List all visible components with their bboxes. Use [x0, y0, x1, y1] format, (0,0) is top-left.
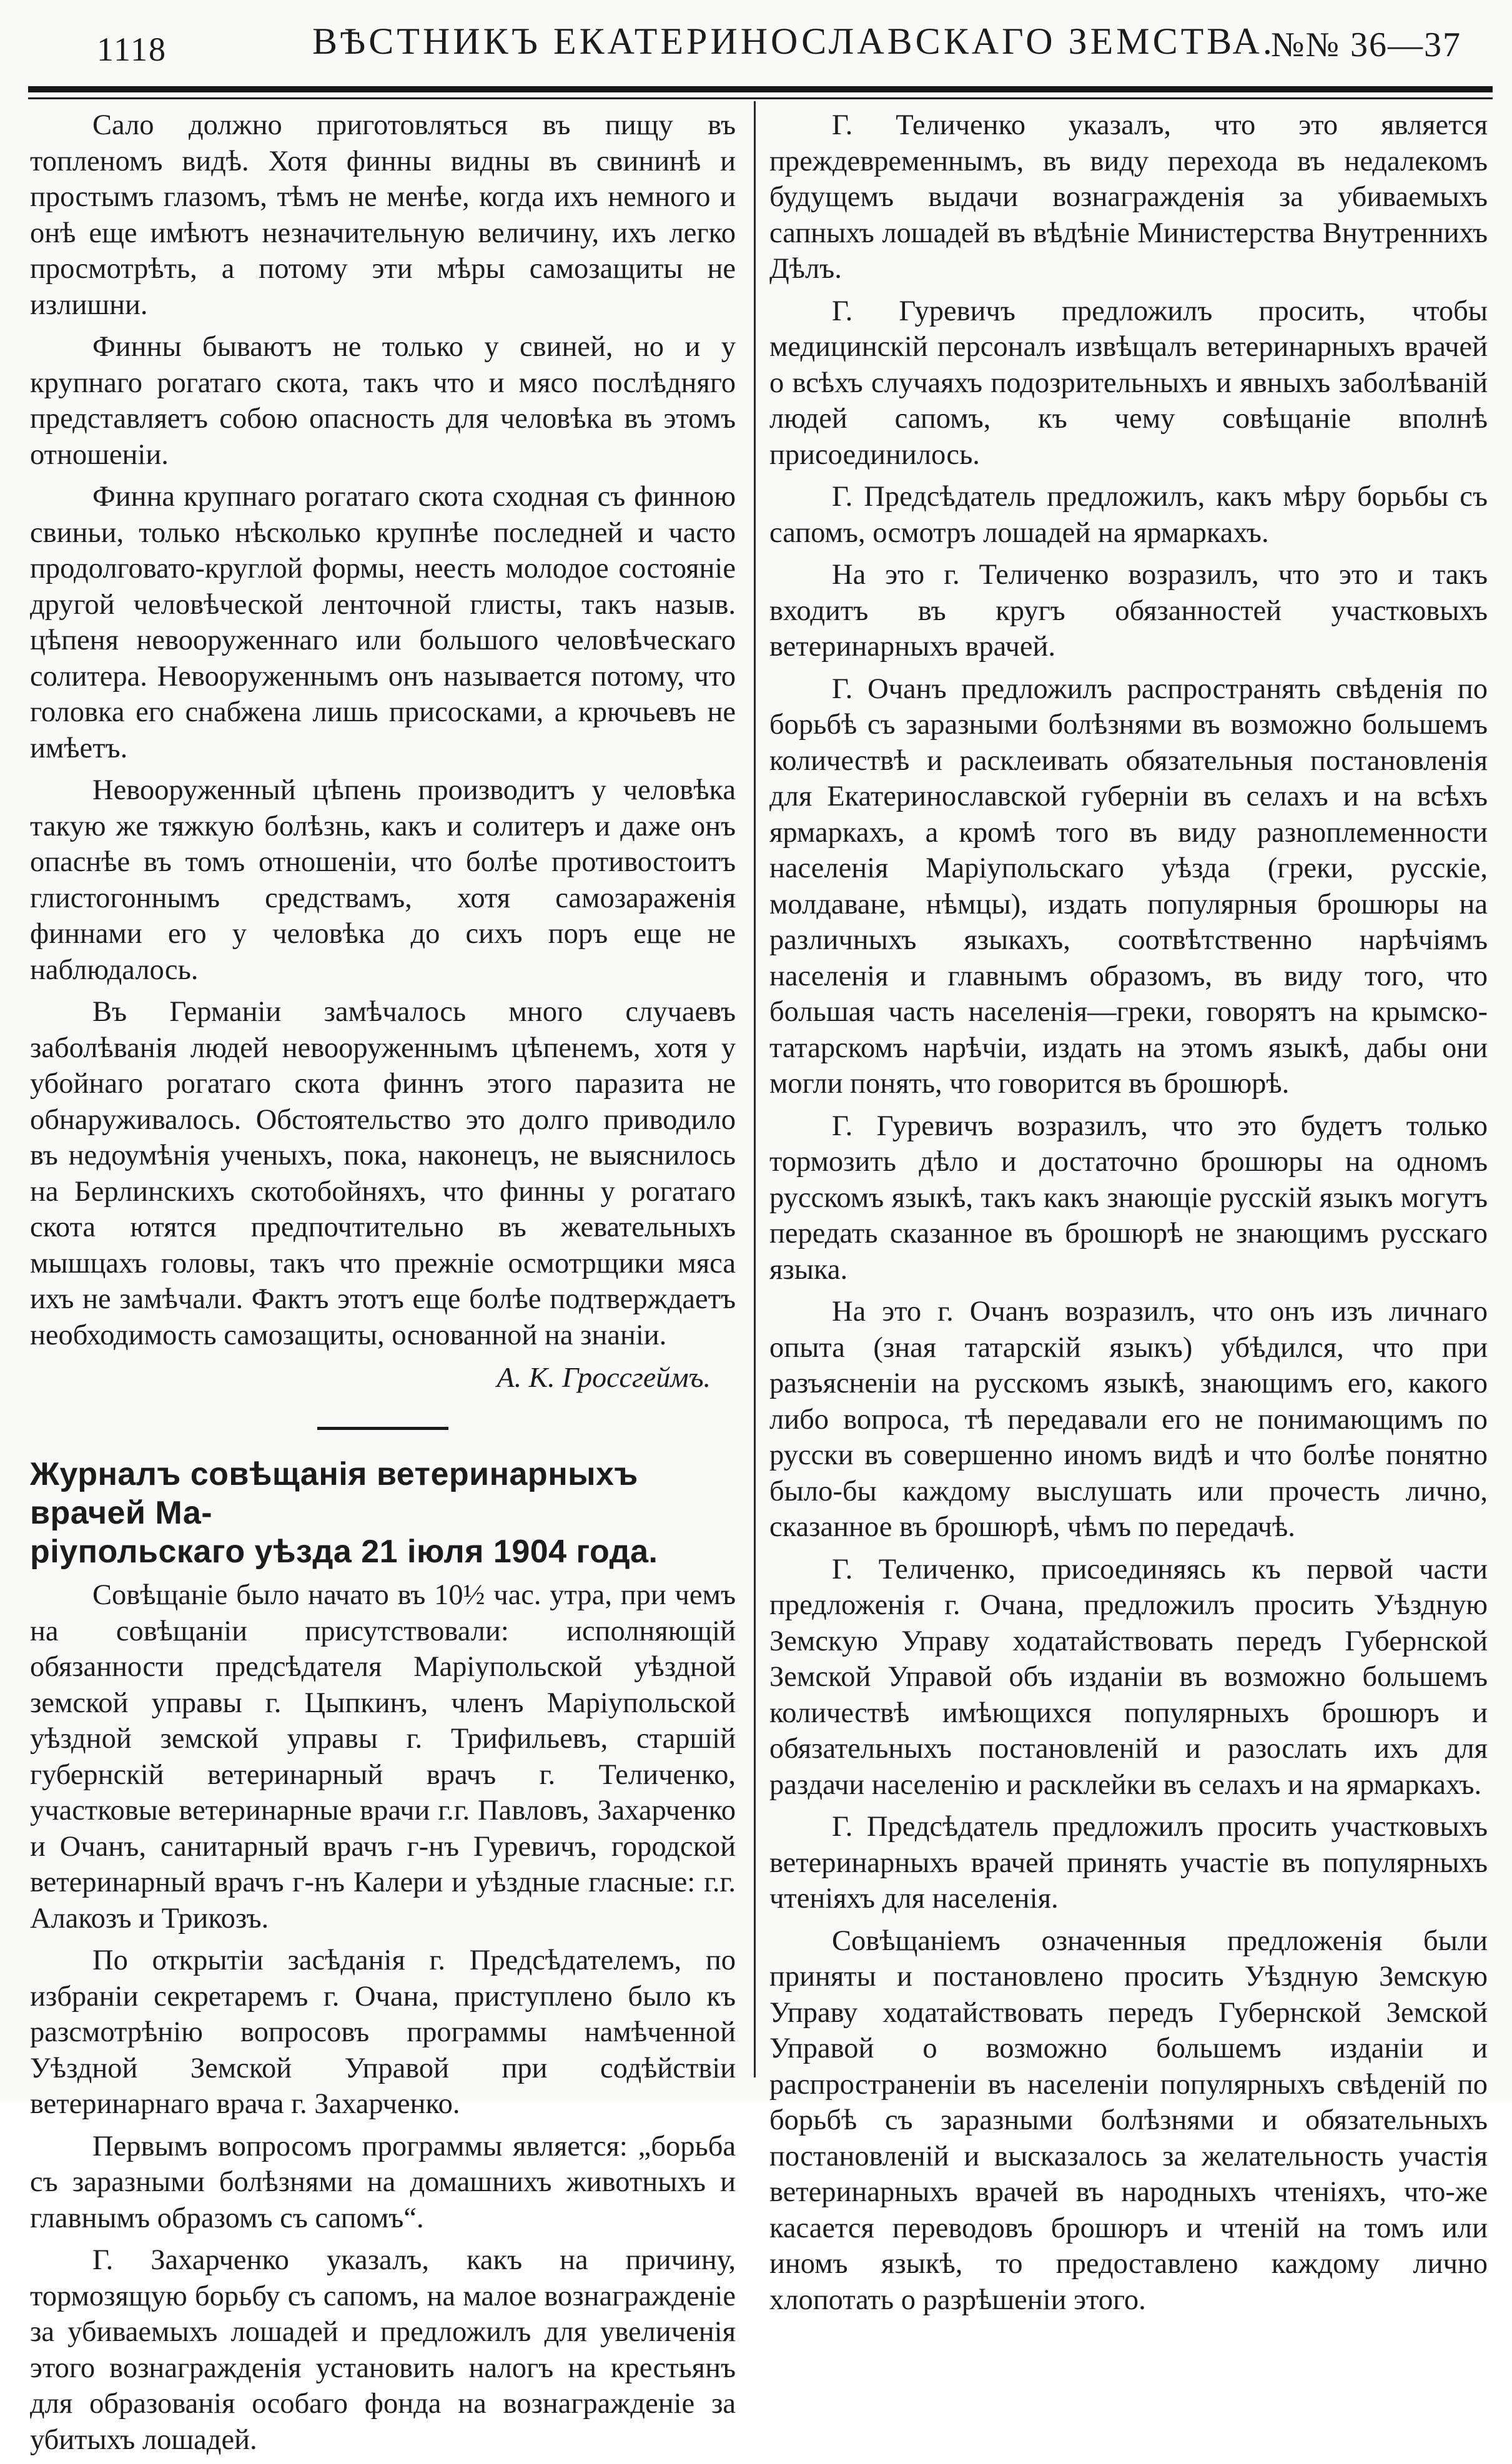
minutes-paragraph: Г. Предсѣдатель предложилъ просить участковыхъ ветеринарныхъ врачей принять участіе въ популярныхъ чтеніяхъ для населенія. — [769, 1811, 1488, 1915]
minutes-paragraph: Г. Очанъ предложилъ распространять свѣденія по борьбѣ съ заразными болѣзнями въ возможно большемъ количествѣ и расклеивать обязательныя постановленія для Екатеринославской губерніи въ селахъ и на всѣхъ ярмаркахъ, а кромѣ того въ виду разноплеменности населенія Маріупольскаго уѣзда (греки, русскіе, молдаване, нѣмцы), издать популярныя брошюры на различныхъ языкахъ, соотвѣтственно нарѣчіямъ населенія и главнымъ образомъ, въ виду того, что большая часть населенія—греки, говорятъ на крымско-татарскомъ нарѣчіи, издать на этомъ языкѣ, дабы они могли понять, что говорится въ брошюрѣ. — [769, 673, 1488, 1100]
minutes-paragraph: Первымъ вопросомъ программы является: „борьба съ заразными болѣзнями на домашнихъ животныхъ и главнымъ образомъ съ сапомъ“. — [30, 2130, 736, 2234]
minutes-paragraph: Г. Теличенко, присоединяясь къ первой части предложенія г. Очана, предложилъ просить Уѣздную Земскую Управу ходатайствовать передъ Губернской Земской Управой объ изданіи въ возможно большемъ количествѣ имѣющихся популярныхъ брошюръ и обязательныхъ постановленій и разослать ихъ для раздачи населенію и расклейки въ селахъ и на ярмаркахъ. — [769, 1553, 1488, 1801]
minutes-paragraph: Г. Гуревичъ возразилъ, что это будетъ только тормозить дѣло и достаточно брошюры на одномъ русскомъ языкѣ, такъ какъ знающіе русскій языкъ могутъ передать сказанное въ брошюрѣ не знающимъ русскаго языка. — [769, 1110, 1488, 1286]
left-column — [30, 107, 736, 2464]
page-number: 1118 — [97, 31, 167, 68]
article-paragraph: Финны бываютъ не только у свиней, но и у крупнаго рогатаго скота, такъ что и мясо послѣдняго представляетъ собою опасность для человѣка въ этомъ отношеніи. — [30, 331, 736, 471]
issue-number: №№ 36—37 — [1271, 26, 1461, 64]
section-heading — [30, 1455, 736, 1571]
minutes-paragraph: Г. Теличенко указалъ, что это является преждевременнымъ, въ виду перехода въ недалекомъ будущемъ выдачи вознагражденія за убиваемыхъ сапныхъ лошадей въ вѣдѣніе Министерства Внутреннихъ Дѣлъ. — [769, 109, 1488, 285]
section-heading-line: Журналъ совѣщанія ветеринарныхъ врачей Ма- — [30, 1456, 638, 1531]
header-rule-thin — [28, 97, 1493, 99]
page-header — [87, 17, 1461, 86]
minutes-paragraph: Г. Захарченко указалъ, какъ на причину, тормозящую борьбу съ сапомъ, на малое вознагражденіе за убиваемыхъ лошадей и предложилъ для увеличенія этого вознагражденія установить налогъ на крестьянъ для образованія особаго фонда на вознагражденіе за убитыхъ лошадей. — [30, 2244, 736, 2456]
article-paragraph: Въ Германіи замѣчалось много случаевъ заболѣванія людей невооруженнымъ цѣпенемъ, хотя у убойнаго рогатаго скота финнъ этого паразита не обнаруживалось. Обстоятельство это долго приводило въ недоумѣнія ученыхъ, пока, наконецъ, не выяснилось на Берлинскихъ скотобойняхъ, что финны у рогатаго скота ютятся предпочтительно въ жевательныхъ мышцахъ головы, такъ что прежніе осмотрщики мяса ихъ не замѣчали. Фактъ этотъ еще болѣе подтверждаетъ необходимость самозащиты, основанной на знаніи. — [30, 996, 736, 1351]
minutes-paragraph: На это г. Очанъ возразилъ, что онъ изъ личнаго опыта (зная татарскій языкъ) убѣдился, что при разъясненіи на русскомъ языкѣ, знающимъ его, какого либо вопроса, тѣ передавали его не понимающимъ по русски въ совершенно иномъ видѣ и что болѣе понятно было-бы каждому выслушать или прочесть лично, сказанное въ брошюрѣ, чѣмъ по передачѣ. — [769, 1296, 1488, 1543]
minutes-paragraph: На это г. Теличенко возразилъ, что это и такъ входитъ въ кругъ обязанностей участковыхъ ветеринарныхъ врачей. — [769, 559, 1488, 663]
minutes-paragraph: Совѣщаніемъ означенныя предложенія были приняты и постановлено просить Уѣздную Земскую Управу ходатайствовать передъ Губернской Земской Управой о возможно большемъ изданіи и распространеніи въ населеніи популярныхъ свѣденій по борьбѣ съ заразными болѣзнями и обязательныхъ постановленій и высказалось за желательность участія ветеринарныхъ врачей въ народныхъ чтеніяхъ, что-же касается переводовъ брошюръ и чтеній на томъ или иномъ языкѣ, то предоставлено каждому лично хлопотать о разрѣшеніи этого. — [769, 1924, 1488, 2316]
minutes-paragraph: Совѣщаніе было начато въ 10½ час. утра, при чемъ на совѣщаніи присутствовали: исполняющій обязанности предсѣдателя Маріупольской уѣздной земской управы г. Цыпкинъ, членъ Маріупольской уѣздной земской управы г. Трифильевъ, старшій губернскій ветеринарный врачъ г. Теличенко, участковые ветеринарные врачи г.г. Павловъ, Захарченко и Очанъ, санитарный врачъ г-нъ Гуревичъ, городской ветеринарный врачъ г-нъ Калери и уѣздные гласные: г.г. Алакозъ и Трикозъ. — [30, 1579, 736, 1934]
journal-title: ВѢСТНИКЪ ЕКАТЕРИНОСЛАВСКАГО ЗЕМСТВА. — [312, 21, 1275, 62]
section-heading-line: ріупольскаго уѣзда 21 іюля 1904 года. — [30, 1534, 658, 1570]
author-signature: А. К. Гроссгеймъ. — [497, 1361, 711, 1393]
minutes-paragraph: Г. Предсѣдатель предложилъ, какъ мѣру борьбы съ сапомъ, осмотръ лошадей на ярмаркахъ. — [769, 481, 1488, 549]
minutes-paragraph: Г. Гуревичъ предложилъ просить, чтобы медицинскій персоналъ извѣщалъ ветеринарныхъ врачей о всѣхъ случаяхъ подозрительныхъ и явныхъ заболѣваній людей сапомъ, къ чему совѣщаніе вполнѣ присоединилось. — [769, 295, 1488, 471]
column-divider — [754, 101, 756, 2077]
right-column — [769, 107, 1488, 2324]
article-paragraph: Невооруженный цѣпень производитъ у человѣка такую же тяжкую болѣзнь, какъ и солитеръ и даже онъ опаснѣе въ томъ отношеніи, что болѣе противостоитъ глистогоннымъ средствамъ, хотя самозараженія финнами его у человѣка до сихъ поръ еще не наблюдалось. — [30, 774, 736, 986]
minutes-paragraph: По открытіи засѣданія г. Предсѣдателемъ, по избраніи секретаремъ г. Очана, приступлено было къ разсмотрѣнію вопросовъ программы намѣченной Уѣздной Земской Управой при содѣйствіи ветеринарнаго врача г. Захарченко. — [30, 1944, 736, 2120]
article-paragraph: Сало должно приготовляться въ пищу въ топленомъ видѣ. Хотя финны видны въ свининѣ и простымъ глазомъ, тѣмъ не менѣе, когда ихъ немного и онѣ еще имѣютъ незначительную величину, ихъ легко просмотрѣть, а потому эти мѣры самозащиты не излишни. — [30, 109, 736, 321]
article-paragraph: Финна крупнаго рогатаго скота сходная съ финною свиньи, только нѣсколько крупнѣе последней и часто продолговато-круглой формы, неесть молодое состояніе другой человѣческой ленточной глисты, такъ назыв. цѣпеня невооруженнаго или большого человѣческаго солитера. Невооруженнымъ онъ называется потому, что головка его снабжена лишь присосками, а крючьевъ не имѣетъ. — [30, 481, 736, 764]
header-rule-thick — [28, 86, 1493, 92]
section-separator — [317, 1427, 448, 1430]
